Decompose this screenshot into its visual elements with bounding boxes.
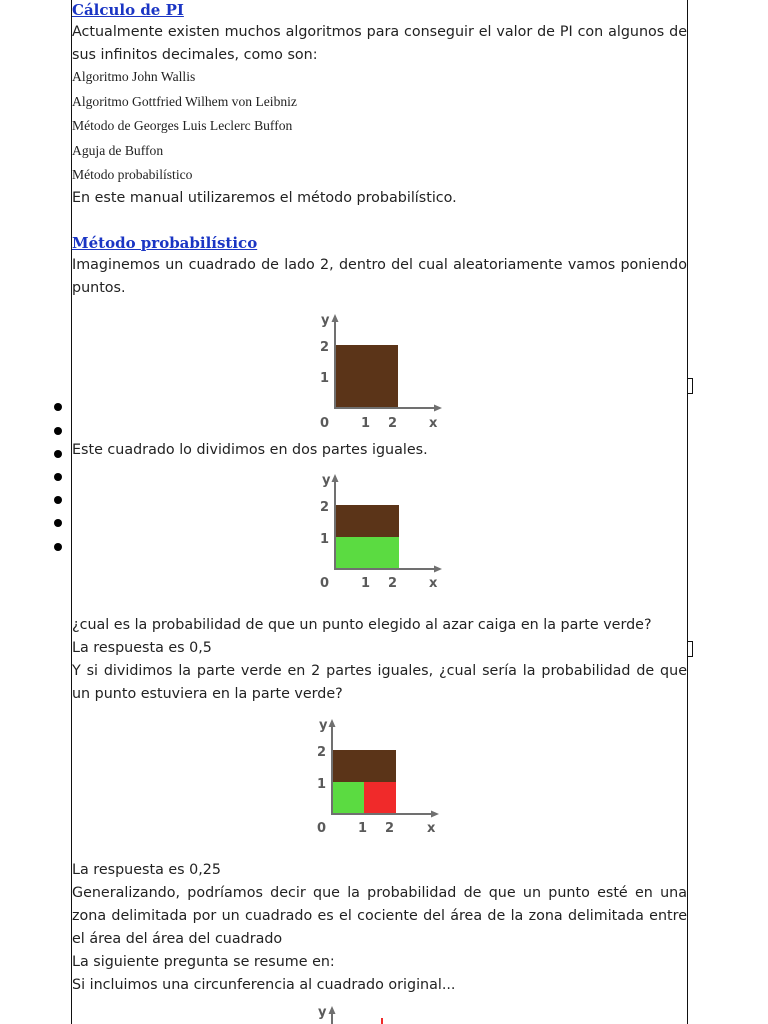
- y-tick-label: 1: [317, 777, 327, 792]
- algorithm-item: Método de Georges Luis Leclerc Buffon: [72, 118, 293, 133]
- closing-sentence: En este manual utilizaremos el método probabilístico.: [72, 190, 457, 206]
- y-axis-arrow-icon: [329, 719, 336, 727]
- margin-marker: [688, 641, 693, 657]
- algorithm-item: Algoritmo John Wallis: [72, 69, 196, 84]
- brown-half: [335, 505, 399, 537]
- figure-square-quarters: [312, 713, 452, 838]
- right-border-line: [687, 0, 688, 1024]
- y-tick-label: 2: [320, 500, 330, 515]
- divide-sentence: Este cuadrado lo dividimos en dos partes iguales.: [72, 442, 428, 458]
- x-tick-label: 1: [361, 416, 371, 431]
- generalization-paragraph: Generalizando, podríamos decir que la probabilidad de que un punto esté en una zona delimitada por un cuadrado es el cociente del área de la zona delimitada entre el área del área del cuadrado: [72, 885, 687, 947]
- y-axis-label: y: [318, 1005, 327, 1020]
- section-title-metodo[interactable]: Método probabilístico: [72, 234, 258, 252]
- x-axis-label: x: [427, 821, 436, 836]
- question-2: Y si dividimos la parte verde en 2 partes iguales, ¿cual sería la probabilidad de que un punto estuviera en la parte verde?: [72, 663, 687, 702]
- x-axis-arrow-icon: [431, 811, 439, 818]
- green-half: [335, 537, 399, 569]
- figure-square-halves: [313, 468, 453, 593]
- brown-square: [335, 345, 398, 408]
- bullet: [54, 519, 62, 527]
- figure-square-full: [312, 308, 452, 433]
- algorithm-item: Algoritmo Gottfried Wilhem von Leibniz: [72, 94, 297, 109]
- x-axis-label: x: [429, 416, 438, 431]
- algorithm-item: Aguja de Buffon: [72, 143, 164, 158]
- margin-marker: [688, 378, 693, 394]
- y-tick-label: 2: [317, 745, 327, 760]
- bullet: [54, 450, 62, 458]
- x-tick-label: 2: [388, 416, 398, 431]
- y-axis-arrow-icon: [332, 314, 339, 322]
- red-quarter: [364, 782, 396, 814]
- x-tick-label: 1: [361, 576, 371, 591]
- answer-2: La respuesta es 0,25: [72, 862, 221, 878]
- y-tick-label: 1: [320, 532, 330, 547]
- y-tick-label: 1: [320, 371, 330, 386]
- green-quarter: [332, 782, 364, 814]
- figure-circle-partial: [312, 1000, 412, 1024]
- question-1: ¿cual es la probabilidad de que un punto elegido al azar caiga en la parte verde?: [72, 617, 652, 633]
- bullet: [54, 427, 62, 435]
- y-axis-label: y: [322, 473, 331, 488]
- circle-sentence: Si incluimos una circunferencia al cuadrado original...: [72, 977, 456, 993]
- x-tick-label: 2: [388, 576, 398, 591]
- x-axis-label: x: [429, 576, 438, 591]
- bullet: [54, 403, 62, 411]
- origin-label: 0: [320, 416, 330, 431]
- section-title-calculo[interactable]: Cálculo de PI: [72, 1, 184, 19]
- y-axis-arrow-icon: [329, 1006, 336, 1014]
- bullet: [54, 496, 62, 504]
- square-paragraph: Imaginemos un cuadrado de lado 2, dentro del cual aleatoriamente vamos poniendo puntos.: [72, 257, 687, 296]
- x-tick-label: 1: [358, 821, 368, 836]
- origin-label: 0: [320, 576, 330, 591]
- origin-label: 0: [317, 821, 327, 836]
- x-axis-arrow-icon: [434, 405, 442, 412]
- brown-half: [332, 750, 396, 782]
- intro-paragraph: Actualmente existen muchos algoritmos para conseguir el valor de PI con algunos de sus infinitos decimales, como son:: [72, 24, 687, 63]
- x-tick-label: 2: [385, 821, 395, 836]
- y-tick-label: 2: [320, 340, 330, 355]
- y-axis-label: y: [319, 718, 328, 733]
- bullet: [54, 473, 62, 481]
- bullet: [54, 543, 62, 551]
- y-axis-arrow-icon: [332, 474, 339, 482]
- algorithm-item: Método probabilístico: [72, 167, 193, 182]
- x-axis-arrow-icon: [434, 566, 442, 573]
- y-axis-label: y: [321, 313, 330, 328]
- answer-1: La respuesta es 0,5: [72, 640, 212, 656]
- next-question-sentence: La siguiente pregunta se resume en:: [72, 954, 335, 970]
